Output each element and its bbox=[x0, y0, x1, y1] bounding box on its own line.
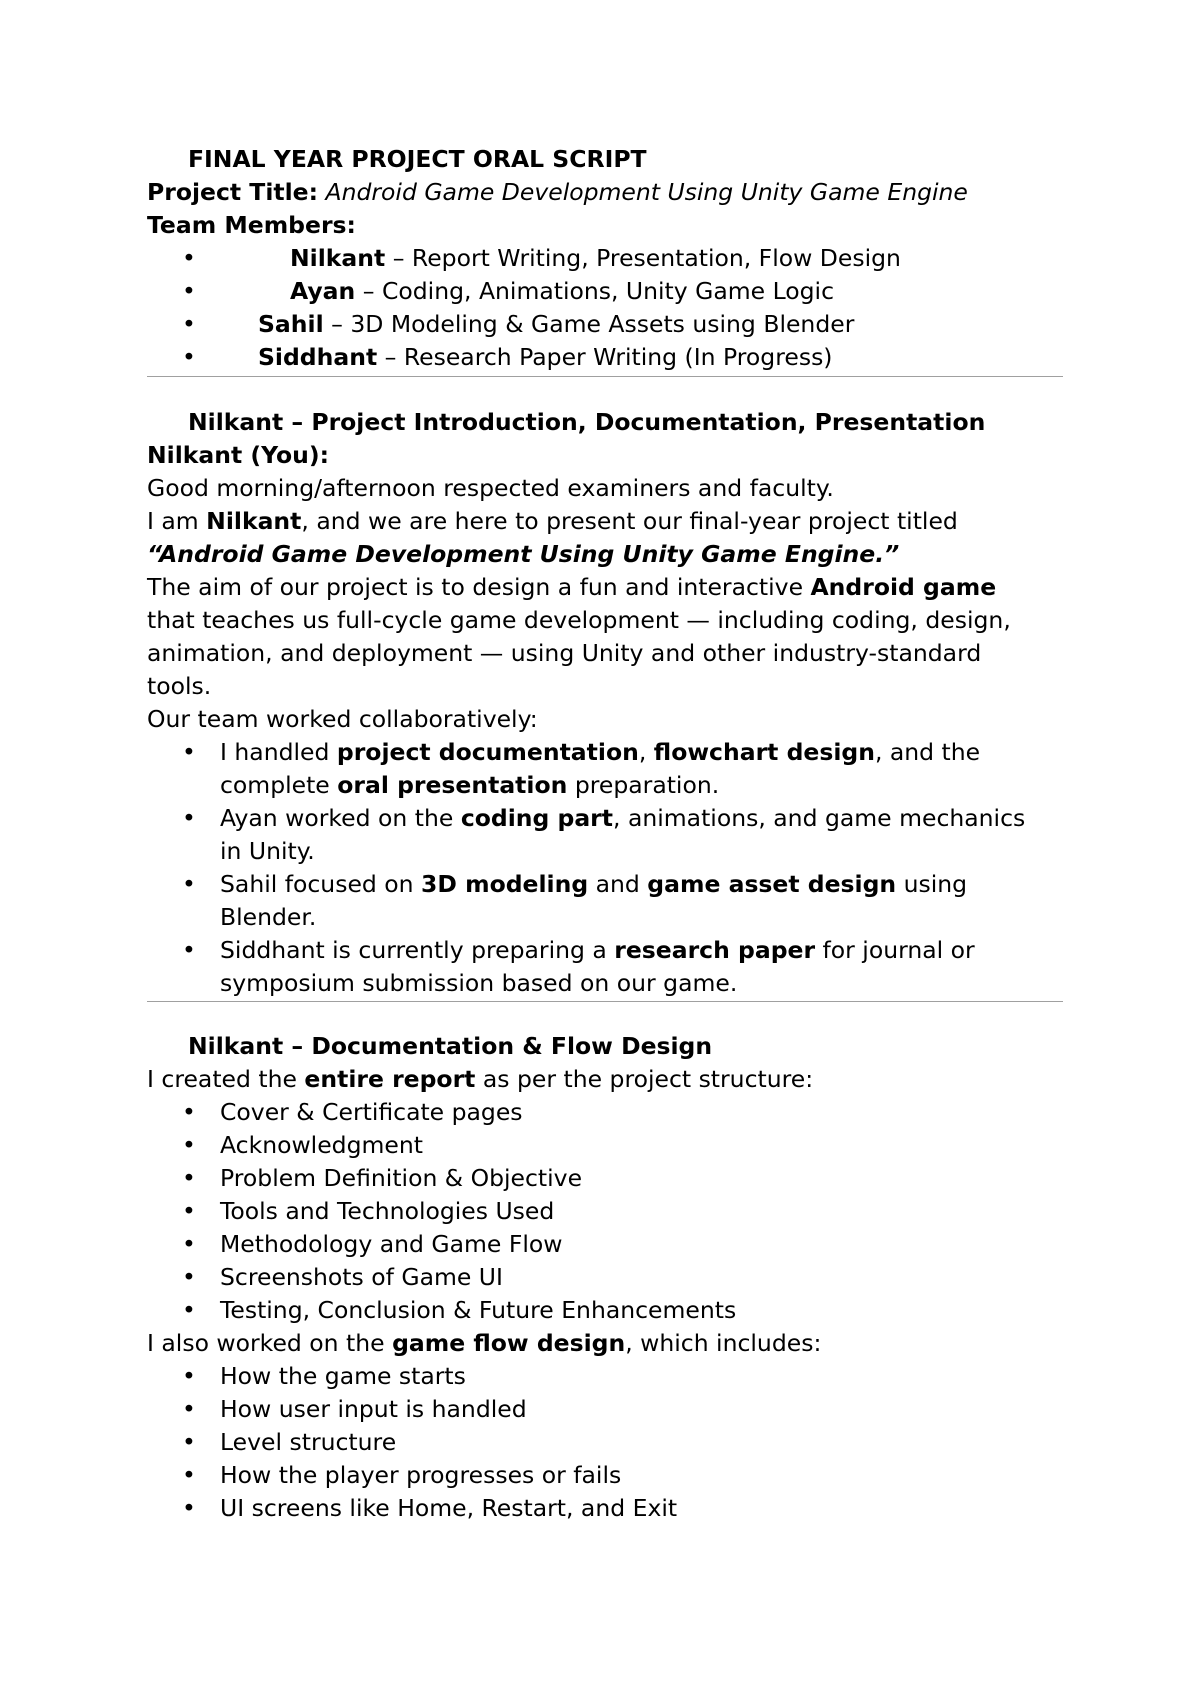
text-run: for journal or bbox=[815, 936, 975, 964]
bullet-icon: • bbox=[182, 1494, 196, 1522]
member-name: Sahil bbox=[258, 310, 324, 338]
horizontal-divider bbox=[147, 1001, 1063, 1002]
list-item: Level structure bbox=[220, 1428, 397, 1456]
bullet-icon: • bbox=[182, 1131, 196, 1159]
list-item bbox=[220, 868, 1070, 901]
bullet-icon: • bbox=[182, 310, 196, 338]
team-members-label: Team Members: bbox=[147, 211, 356, 239]
team-member-item bbox=[290, 275, 1070, 308]
bullet-icon: • bbox=[182, 1428, 196, 1456]
text-run: complete bbox=[220, 771, 338, 799]
text-run: I am bbox=[147, 507, 207, 535]
text-run: , which includes: bbox=[625, 1329, 822, 1357]
text-run-bold: flowchart design bbox=[653, 738, 875, 766]
text-run-bold: game asset design bbox=[647, 870, 897, 898]
bullet-icon: • bbox=[182, 277, 196, 305]
paragraph-line bbox=[147, 1327, 1070, 1360]
text-run: Ayan worked on the bbox=[220, 804, 461, 832]
list-item: How the game starts bbox=[220, 1362, 466, 1390]
bullet-icon: • bbox=[182, 343, 196, 371]
bullet-icon: • bbox=[182, 936, 196, 964]
text-run-bold: coding part bbox=[460, 804, 614, 832]
text-run: , and we are here to present our final-year project titled bbox=[301, 507, 958, 535]
team-member-item bbox=[258, 341, 1070, 374]
paragraph-line bbox=[147, 1063, 1070, 1096]
project-title-value: Android Game Development Using Unity Game Engine bbox=[325, 178, 968, 206]
list-item bbox=[220, 802, 1070, 835]
text-run-bold: research paper bbox=[614, 936, 816, 964]
text-run-bold: Nilkant bbox=[206, 507, 302, 535]
list-item-continued: in Unity. bbox=[220, 837, 315, 865]
list-item-continued: Blender. bbox=[220, 903, 317, 931]
paragraph-line: Our team worked collaboratively: bbox=[147, 705, 538, 733]
paragraph-line: that teaches us full-cycle game development — including coding, design, bbox=[147, 606, 1011, 634]
list-item: Problem Definition & Objective bbox=[220, 1164, 583, 1192]
bullet-icon: • bbox=[182, 1395, 196, 1423]
bullet-icon: • bbox=[182, 870, 196, 898]
quoted-project-title: “Android Game Development Using Unity Game Engine.” bbox=[147, 540, 900, 568]
list-item bbox=[220, 736, 1070, 769]
list-item: Tools and Technologies Used bbox=[220, 1197, 555, 1225]
text-run: using bbox=[896, 870, 968, 898]
bullet-icon: • bbox=[182, 1263, 196, 1291]
member-role: – Report Writing, Presentation, Flow Design bbox=[385, 244, 901, 272]
project-title-line bbox=[147, 176, 1070, 209]
paragraph-line: Good morning/afternoon respected examiners and faculty. bbox=[147, 474, 834, 502]
paragraph-line: tools. bbox=[147, 672, 212, 700]
text-run-bold: 3D modeling bbox=[421, 870, 589, 898]
text-run: The aim of our project is to design a fun and interactive bbox=[147, 573, 811, 601]
list-item: How the player progresses or fails bbox=[220, 1461, 622, 1489]
text-run: , and the bbox=[874, 738, 981, 766]
paragraph-line bbox=[147, 505, 1070, 538]
paragraph-line: animation, and deployment — using Unity and other industry-standard bbox=[147, 639, 982, 667]
text-run: Sahil focused on bbox=[220, 870, 422, 898]
team-member-item bbox=[290, 242, 1070, 275]
member-name: Nilkant bbox=[290, 244, 386, 272]
text-run: I also worked on the bbox=[147, 1329, 393, 1357]
text-run: Siddhant is currently preparing a bbox=[220, 936, 615, 964]
list-item: Testing, Conclusion & Future Enhancements bbox=[220, 1296, 737, 1324]
section-heading: Nilkant – Project Introduction, Documentation, Presentation bbox=[188, 408, 986, 436]
text-run: I handled bbox=[220, 738, 337, 766]
list-item: UI screens like Home, Restart, and Exit bbox=[220, 1494, 678, 1522]
bullet-icon: • bbox=[182, 1230, 196, 1258]
list-item: Screenshots of Game UI bbox=[220, 1263, 503, 1291]
horizontal-divider bbox=[147, 376, 1063, 377]
text-run-bold: project documentation bbox=[336, 738, 639, 766]
text-run-bold: Android game bbox=[810, 573, 997, 601]
text-run-bold: entire report bbox=[304, 1065, 476, 1093]
paragraph-line bbox=[147, 571, 1070, 604]
text-run: , animations, and game mechanics bbox=[613, 804, 1026, 832]
member-name: Ayan bbox=[290, 277, 356, 305]
member-role: – Coding, Animations, Unity Game Logic bbox=[355, 277, 834, 305]
text-run: I created the bbox=[147, 1065, 305, 1093]
list-item: Cover & Certificate pages bbox=[220, 1098, 523, 1126]
list-item-continued bbox=[220, 769, 1070, 802]
list-item-continued: symposium submission based on our game. bbox=[220, 969, 738, 997]
bullet-icon: • bbox=[182, 804, 196, 832]
text-run: preparation. bbox=[567, 771, 720, 799]
bullet-icon: • bbox=[182, 1461, 196, 1489]
document-title: FINAL YEAR PROJECT ORAL SCRIPT bbox=[188, 145, 647, 173]
bullet-icon: • bbox=[182, 1098, 196, 1126]
section-heading: Nilkant – Documentation & Flow Design bbox=[188, 1032, 713, 1060]
list-item bbox=[220, 934, 1070, 967]
bullet-icon: • bbox=[182, 244, 196, 272]
text-run: , bbox=[638, 738, 654, 766]
list-item: Methodology and Game Flow bbox=[220, 1230, 563, 1258]
list-item: Acknowledgment bbox=[220, 1131, 423, 1159]
bullet-icon: • bbox=[182, 1296, 196, 1324]
bullet-icon: • bbox=[182, 1164, 196, 1192]
text-run: and bbox=[588, 870, 648, 898]
text-run: as per the project structure: bbox=[475, 1065, 814, 1093]
bullet-icon: • bbox=[182, 1197, 196, 1225]
list-item: How user input is handled bbox=[220, 1395, 527, 1423]
member-role: – 3D Modeling & Game Assets using Blender bbox=[323, 310, 855, 338]
text-run-bold: oral presentation bbox=[337, 771, 568, 799]
team-member-item bbox=[258, 308, 1070, 341]
member-name: Siddhant bbox=[258, 343, 378, 371]
speaker-label: Nilkant (You): bbox=[147, 441, 330, 469]
project-title-label: Project Title: bbox=[147, 178, 319, 206]
text-run-bold: game flow design bbox=[392, 1329, 626, 1357]
bullet-icon: • bbox=[182, 1362, 196, 1390]
bullet-icon: • bbox=[182, 738, 196, 766]
member-role: – Research Paper Writing (In Progress) bbox=[377, 343, 833, 371]
